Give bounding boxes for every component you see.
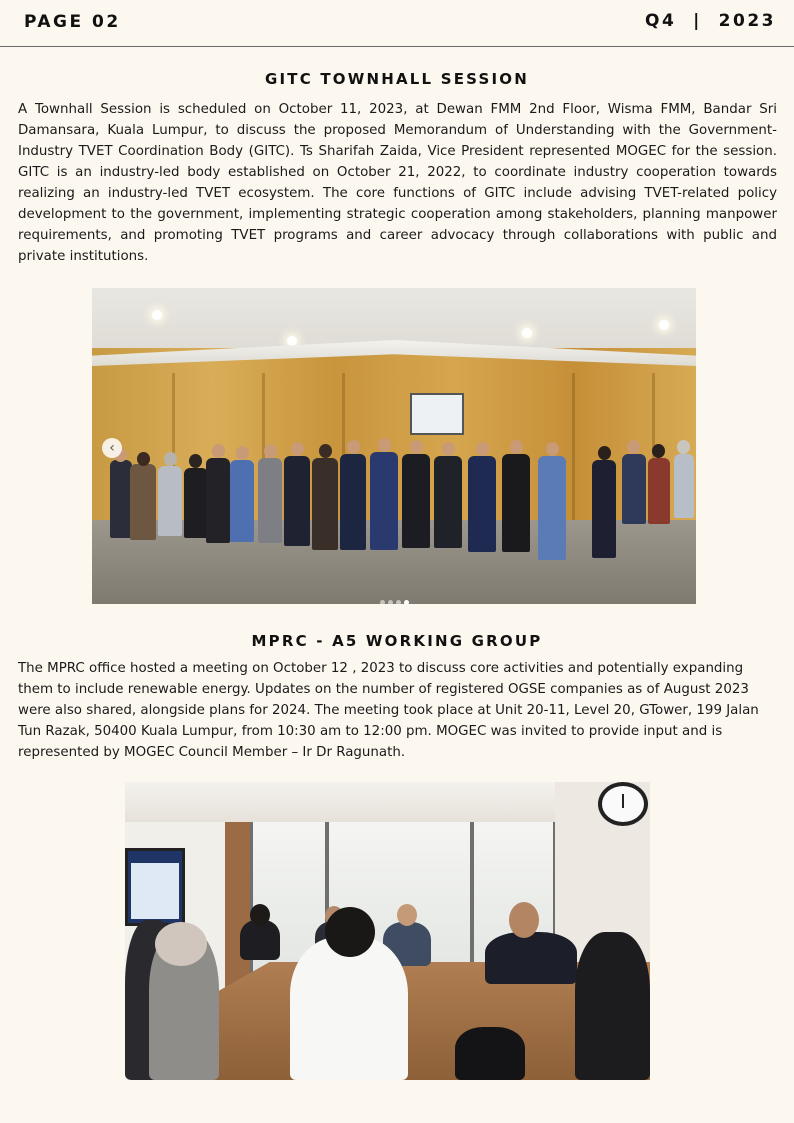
attendee-head [677, 440, 690, 454]
participant [485, 932, 577, 984]
office-chair [455, 1027, 525, 1080]
attendee [434, 456, 462, 548]
section-title-mprc: MPRC - A5 WORKING GROUP [251, 632, 543, 650]
townhall-group-photo [92, 288, 696, 604]
attendee [538, 456, 566, 560]
wall-panel-line [572, 373, 575, 523]
presentation-screen [125, 848, 185, 926]
participant [575, 932, 650, 1080]
projector-screen [410, 393, 464, 435]
meeting-room-photo [125, 782, 650, 1080]
wall-clock-icon [598, 782, 648, 826]
carousel-prev-icon[interactable]: ‹ [102, 438, 122, 458]
attendee-head [264, 444, 277, 458]
attendee-head [378, 438, 391, 452]
participant-head [325, 907, 375, 957]
carousel-indicator[interactable] [380, 590, 412, 604]
mprc-body-text: The MPRC office hosted a meeting on October 12 , 2023 to discuss core activities and potentially expanding them to include renewable energy. Updates on the number of registered OGSE companies as of August 2023 were also shared, alongside plans for 2024. The meeting took place at Unit 20-11, Level 20, GTower, 199 Jalan Tun Razak, 50400 Kuala Lumpur, from 10:30 am to 12:00 pm. MOGEC was invited to provide input and is represented by MOGEC Council Member – Ir Dr Ragunath. [18, 661, 759, 760]
attendee [370, 452, 398, 550]
attendee [648, 458, 670, 524]
attendee-head [442, 442, 455, 456]
attendee [622, 454, 646, 524]
attendee [312, 458, 338, 550]
clock-hand [622, 794, 624, 808]
issue-quarter: Q4 | 2023 [645, 11, 776, 31]
ceiling-light [522, 328, 532, 338]
attendee [130, 464, 156, 540]
carousel-dot[interactable] [388, 600, 393, 604]
attendee [110, 460, 132, 538]
attendee [402, 454, 430, 548]
attendee-head [189, 454, 202, 468]
carousel-dot[interactable] [380, 600, 385, 604]
carousel-dot-active[interactable] [404, 600, 409, 604]
participant [290, 937, 408, 1080]
attendee [158, 466, 182, 536]
screen-slide [131, 863, 179, 919]
page-number: PAGE 02 [24, 12, 121, 32]
attendee [230, 460, 254, 542]
attendee-head [291, 442, 304, 456]
gitc-body-text: A Townhall Session is scheduled on October 11, 2023, at Dewan FMM 2nd Floor, Wisma FMM, Bandar Sri Damansara, Kuala Lumpur, to discuss the proposed Memorandum of Understanding with the Government-Industry TVET Coordination Body (GITC). Ts Sharifah Zaida, Vice President represented MOGEC for the session. GITC is an industry-led body established on October 21, 2022, to coordinate industry cooperation towards realizing an industry-led TVET ecosystem. The core functions of GITC include advising TVET-related policy development to the government, implementing strategic cooperation among stakeholders, planning manpower requirements, and promoting TVET programs and career advocacy through collaborations with public and private institutions. [18, 102, 777, 264]
attendee-head [236, 446, 249, 460]
attendee [674, 454, 694, 518]
participant-head [250, 904, 270, 926]
attendee [340, 454, 366, 550]
attendee-head [652, 444, 665, 458]
attendee-head [212, 444, 225, 458]
attendee [184, 468, 208, 538]
attendee-head [627, 440, 640, 454]
ceiling-light [659, 320, 669, 330]
attendee-head [598, 446, 611, 460]
attendee [468, 456, 496, 552]
page-header [0, 0, 794, 47]
attendee-head [510, 440, 523, 454]
attendee [284, 456, 310, 546]
attendee-head [164, 452, 177, 466]
attendee-head [347, 440, 360, 454]
participant-head [397, 904, 417, 926]
participant-head [155, 922, 207, 966]
ceiling-light [287, 336, 297, 346]
window-mullion [470, 800, 474, 975]
attendee-head [476, 442, 489, 456]
attendee [502, 454, 530, 552]
attendee [258, 458, 282, 543]
carousel-dot[interactable] [396, 600, 401, 604]
section-title-gitc: GITC TOWNHALL SESSION [264, 70, 529, 88]
attendee-head [410, 440, 423, 454]
ceiling-light [152, 310, 162, 320]
attendee [592, 460, 616, 558]
attendee-head [319, 444, 332, 458]
attendee [206, 458, 230, 543]
attendee-head [546, 442, 559, 456]
participant-head [509, 902, 539, 938]
participant [240, 920, 280, 960]
attendee-head [137, 452, 150, 466]
